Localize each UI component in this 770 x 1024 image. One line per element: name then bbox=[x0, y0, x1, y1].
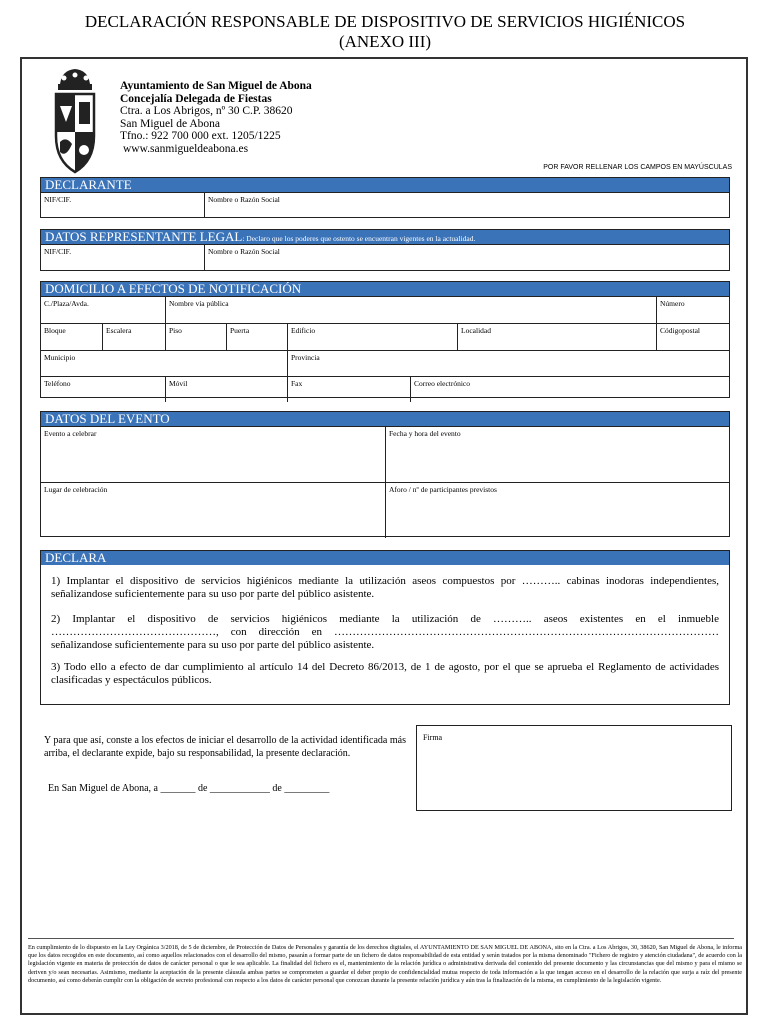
website: www.sanmigueldeabona.es bbox=[123, 142, 249, 155]
phone: Tfno.: 922 700 000 ext. 1205/1225 bbox=[120, 130, 281, 142]
bloque-field[interactable]: Bloque bbox=[44, 326, 66, 335]
telefono-field[interactable]: Teléfono bbox=[44, 379, 71, 388]
declarante-heading: DECLARANTE bbox=[41, 178, 729, 192]
lugar-field[interactable]: Lugar de celebración bbox=[44, 485, 108, 494]
declara-section bbox=[40, 550, 730, 705]
rep-nif-field[interactable]: NIF/CIF. bbox=[44, 247, 72, 256]
address: Ctra. a Los Abrigos, nº 30 C.P. 38620 bbox=[120, 105, 293, 117]
domicilio-section bbox=[40, 281, 730, 398]
aforo-field[interactable]: Aforo / nº de participantes previstos bbox=[385, 483, 729, 538]
representante-heading: DATOS REPRESENTANTE LEGAL: Declaro que los poderes que ostento se encuentran vigentes en la actualidad. bbox=[41, 230, 729, 244]
privacy-notice: En cumplimiento de lo dispuesto en la Ley Orgánica 3/2018, de 5 de diciembre, de Protección de Datos de Personales y garantía de los derechos digitales, el AYUNTAMIENTO DE SAN MIGUEL DE ABONA, sito en la Ctra. a Los Abrigos, 30, 38620, San Miguel de Abona, le informa que los datos recogidos en este documento, así como aquellos relacionados con el desarrollo del mismo, pasarán a formar parte de un fichero de datos responsabilidad de esta entidad y serán tratados por la misma denominado "Fichero de registro y atención ciudadana", de acuerdo con la legislación vigente en materia de protección de datos de carácter personal o que le sea aplicable. La finalidad del fichero es el, mantenimiento de la relación jurídica o administrativa derivada del contenido del presente documento y las circunstancias que del mismo y para el mismo se deriven y/o sean necesarias. Asimismo, mediante la aceptación de la presente cláusula ambas partes se comprometen a guardar el deber propio de confidencialidad mutua respecto de toda información a la que tengan acceso en el desarrollo de la relación que surja a raíz del presente documento, así como deberán cumplir con la obligación de secreto profesional con respecto a los datos de carácter personal que conozcan durante la presente relación jurídica y aún tras la finalización de la misma, en cumplimiento de la legislación vigente. bbox=[28, 944, 742, 984]
municipio-field[interactable]: Municipio bbox=[44, 353, 76, 362]
declara-item-1: 1) Implantar el dispositivo de servicios higiénicos mediante la utilización aseos compuestos por ……….. cabinas inodoras independientes, señalizandose suficientemente para su uso por parte del público asistente. bbox=[51, 575, 719, 600]
coat-of-arms-icon bbox=[50, 66, 100, 176]
signature-label: Firma bbox=[423, 733, 443, 742]
fecha-field[interactable]: Fecha y hora del evento bbox=[385, 427, 729, 482]
evento-section bbox=[40, 411, 730, 537]
city: San Miguel de Abona bbox=[120, 117, 220, 130]
localidad-field[interactable]: Localidad bbox=[457, 324, 656, 350]
nombre-field[interactable]: Nombre o Razón Social bbox=[204, 193, 729, 218]
uppercase-note: POR FAVOR RELLENAR LOS CAMPOS EN MAYÚSCULAS bbox=[543, 164, 732, 171]
movil-field[interactable]: Móvil bbox=[165, 377, 287, 402]
dept-name: Concejalía Delegada de Fiestas bbox=[120, 92, 272, 105]
representante-note: : Declaro que los poderes que ostento se encuentran vigentes en la actualidad. bbox=[242, 234, 476, 243]
org-name: Ayuntamiento de San Miguel de Abona bbox=[120, 80, 312, 92]
nif-field[interactable]: NIF/CIF. bbox=[44, 195, 72, 204]
page-title: DECLARACIÓN RESPONSABLE DE DISPOSITIVO DE SERVICIOS HIGIÉNICOS bbox=[84, 12, 686, 31]
declara-heading: DECLARA bbox=[41, 551, 729, 565]
correo-field[interactable]: Correo electrónico bbox=[410, 377, 729, 402]
edificio-field[interactable]: Edificio bbox=[287, 324, 457, 350]
evento-heading: DATOS DEL EVENTO bbox=[41, 412, 729, 426]
via-field[interactable]: Nombre vía pública bbox=[165, 297, 656, 323]
piso-field[interactable]: Piso bbox=[165, 324, 226, 350]
institution-header bbox=[120, 80, 312, 155]
signature-box[interactable] bbox=[416, 725, 732, 811]
page-subtitle: (ANEXO III) bbox=[338, 32, 432, 51]
rep-nombre-field[interactable]: Nombre o Razón Social bbox=[204, 245, 729, 271]
fax-field[interactable]: Fax bbox=[287, 377, 410, 402]
domicilio-heading: DOMICILIO A EFECTOS DE NOTIFICACIÓN bbox=[41, 282, 729, 296]
divider bbox=[28, 938, 734, 939]
place-date-line[interactable]: En San Miguel de Abona, a _______ de ____________ de _________ bbox=[48, 783, 330, 794]
declarante-section bbox=[40, 177, 730, 218]
numero-field[interactable]: Número bbox=[656, 297, 729, 323]
evento-field[interactable]: Evento a celebrar bbox=[44, 429, 97, 438]
escalera-field[interactable]: Escalera bbox=[102, 324, 165, 350]
calle-field[interactable]: C./Plaza/Avda. bbox=[44, 299, 89, 308]
puerta-field[interactable]: Puerta bbox=[226, 324, 287, 350]
declara-item-2: 2) Implantar el dispositivo de servicios higiénicos mediante la utilización de ……….. aseos existentes en el inmueble ………………………………………, con dirección en …………………………………………………………………………………………… señalizandose suficientemente para su uso por parte del público asistente. bbox=[51, 613, 719, 651]
representante-section bbox=[40, 229, 730, 271]
cp-field[interactable]: Códigopostal bbox=[656, 324, 729, 350]
declara-item-3: 3) Todo ello a efecto de dar cumplimiento al artículo 14 del Decreto 86/2013, de 1 de agosto, por el que se aprueba el Reglamento de actividades clasificadas y espectáculos públicos. bbox=[51, 661, 719, 686]
provincia-field[interactable]: Provincia bbox=[287, 351, 729, 376]
declaration-statement: Y para que así, conste a los efectos de iniciar el desarrollo de la actividad identificada más arriba, el declarante expide, bajo su responsabilidad, la presente declaración. bbox=[44, 735, 406, 759]
